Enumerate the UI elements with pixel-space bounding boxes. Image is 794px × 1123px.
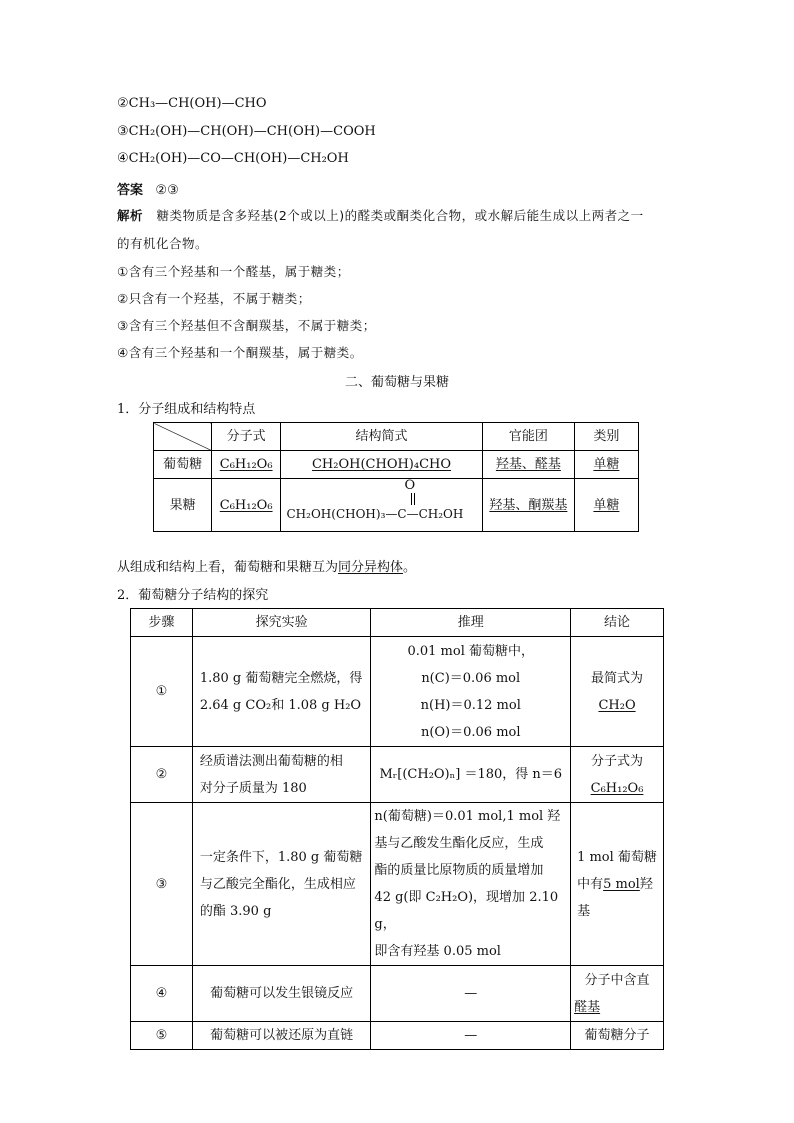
table-row xyxy=(131,803,664,966)
analysis-item-2: ②只含有一个羟基，不属于糖类； xyxy=(117,291,311,306)
row-category: 单糖 xyxy=(574,451,638,479)
experiment-cell: 葡萄糖可以发生银镜反应 xyxy=(192,966,371,1022)
row-category: 单糖 xyxy=(574,479,638,532)
analysis-item-3: ③含有三个羟基但不含酮羰基，不属于糖类； xyxy=(117,318,376,333)
conclusion-cell: 1 mol 葡萄糖 中有5 mol羟 基 xyxy=(571,803,664,966)
table-header-row xyxy=(131,609,664,637)
conclusion-cell: 分子中含直 醛基 xyxy=(571,966,664,1022)
table-row xyxy=(131,966,664,1022)
row-structure xyxy=(281,479,483,532)
reasoning-cell: 0.01 mol 葡萄糖中， n(C)＝0.06 mol n(H)＝0.12 mol n(O)＝0.06 mol xyxy=(371,637,571,747)
option-4: ④CH₂(OH)—CO—CH(OH)—CH₂OH xyxy=(117,151,349,166)
table-row xyxy=(131,1022,664,1050)
analysis-item-1: ①含有三个羟基和一个醛基，属于糖类； xyxy=(117,264,350,279)
summary-line xyxy=(117,556,416,575)
summary-prefix: 从组成和结构上看，葡萄糖和果糖互为 xyxy=(117,560,339,575)
summary-term: 同分异构体 xyxy=(338,560,404,575)
step-number: ② xyxy=(131,747,193,803)
analysis-item-4: ④含有三个羟基和一个酮羰基，属于糖类。 xyxy=(117,345,363,360)
header-step: 步骤 xyxy=(131,609,193,637)
reasoning-cell: — xyxy=(371,1022,571,1050)
answer-line xyxy=(117,179,179,198)
step-number: ⑤ xyxy=(131,1022,193,1050)
reasoning-cell: Mᵣ[(CH₂O)ₙ] ＝180，得 n＝6 xyxy=(371,747,571,803)
step-number: ① xyxy=(131,637,193,747)
header-formula: 分子式 xyxy=(212,423,281,451)
experiment-table xyxy=(130,608,664,1050)
conclusion-cell: 最简式为 CH₂O xyxy=(571,637,664,747)
step-number: ③ xyxy=(131,803,193,966)
step-number: ④ xyxy=(131,966,193,1022)
analysis-label: 解析 xyxy=(117,208,144,223)
experiment-cell: 一定条件下，1.80 g 葡萄糖 与乙酸完全酯化，生成相应 的酯 3.90 g xyxy=(192,803,371,966)
section-title: 二、葡萄糖与果糖 xyxy=(344,375,449,390)
analysis-line-1 xyxy=(117,206,644,224)
reasoning-cell: — xyxy=(371,966,571,1022)
row-group: 羟基、醛基 xyxy=(482,451,574,479)
subheading-2: 2．葡萄糖分子结构的探究 xyxy=(117,588,269,603)
experiment-cell: 1.80 g 葡萄糖完全燃烧，得 2.64 g CO₂和 1.08 g H₂O xyxy=(192,637,371,747)
analysis-text: 糖类物质是含多羟基(2个或以上)的醛类或酮类化合物，或水解后能生成以上两者之一 xyxy=(156,208,644,223)
table-header-row xyxy=(154,423,639,451)
header-structure: 结构简式 xyxy=(281,423,483,451)
header-reasoning: 推理 xyxy=(371,609,571,637)
row-group: 羟基、酮羰基 xyxy=(482,479,574,532)
summary-suffix: 。 xyxy=(403,560,417,575)
option-3: ③CH₂(OH)—CH(OH)—CH(OH)—COOH xyxy=(117,124,376,139)
experiment-cell: 经质谱法测出葡萄糖的相 对分子质量为 180 xyxy=(192,747,371,803)
reasoning-cell: n(葡萄糖)＝0.01 mol,1 mol 羟 基与乙酸发生酯化反应，生成 酯的质量比原物质的质量增加 42 g(即 C₂H₂O)，现增加 2.10 g， 即含有羟基 0.05 mol xyxy=(371,803,571,966)
answer-label: 答案 xyxy=(117,183,144,198)
table-row xyxy=(131,747,664,803)
table-row xyxy=(154,479,639,532)
answer-value: ②③ xyxy=(155,183,179,198)
row-formula: C₆H₁₂O₆ xyxy=(212,479,281,532)
ketone-structure xyxy=(287,479,477,527)
double-bond xyxy=(411,493,415,505)
fructose-chain: CH₂OH(CHOH)₃—C—CH₂OH xyxy=(286,507,464,521)
header-group: 官能团 xyxy=(482,423,574,451)
header-experiment: 探究实验 xyxy=(192,609,371,637)
option-2: ②CH₃—CH(OH)—CHO xyxy=(117,96,267,111)
row-name: 葡萄糖 xyxy=(154,451,212,479)
table-row xyxy=(154,451,639,479)
structure-table xyxy=(153,422,639,532)
analysis-line-2: 的有机化合物。 xyxy=(117,236,209,251)
row-structure: CH₂OH(CHOH)₄CHO xyxy=(281,451,483,479)
header-conclusion: 结论 xyxy=(571,609,664,637)
row-formula: C₆H₁₂O₆ xyxy=(212,451,281,479)
table-row xyxy=(131,637,664,747)
carbonyl-oxygen: O xyxy=(404,478,416,493)
diagonal-corner xyxy=(154,423,212,451)
conclusion-cell: 分子式为 C₆H₁₂O₆ xyxy=(571,747,664,803)
header-category: 类别 xyxy=(574,423,638,451)
experiment-cell: 葡萄糖可以被还原为直链 xyxy=(192,1022,371,1050)
row-name: 果糖 xyxy=(154,479,212,532)
subheading-1: 1．分子组成和结构特点 xyxy=(117,402,256,417)
conclusion-cell: 葡萄糖分子 xyxy=(571,1022,664,1050)
